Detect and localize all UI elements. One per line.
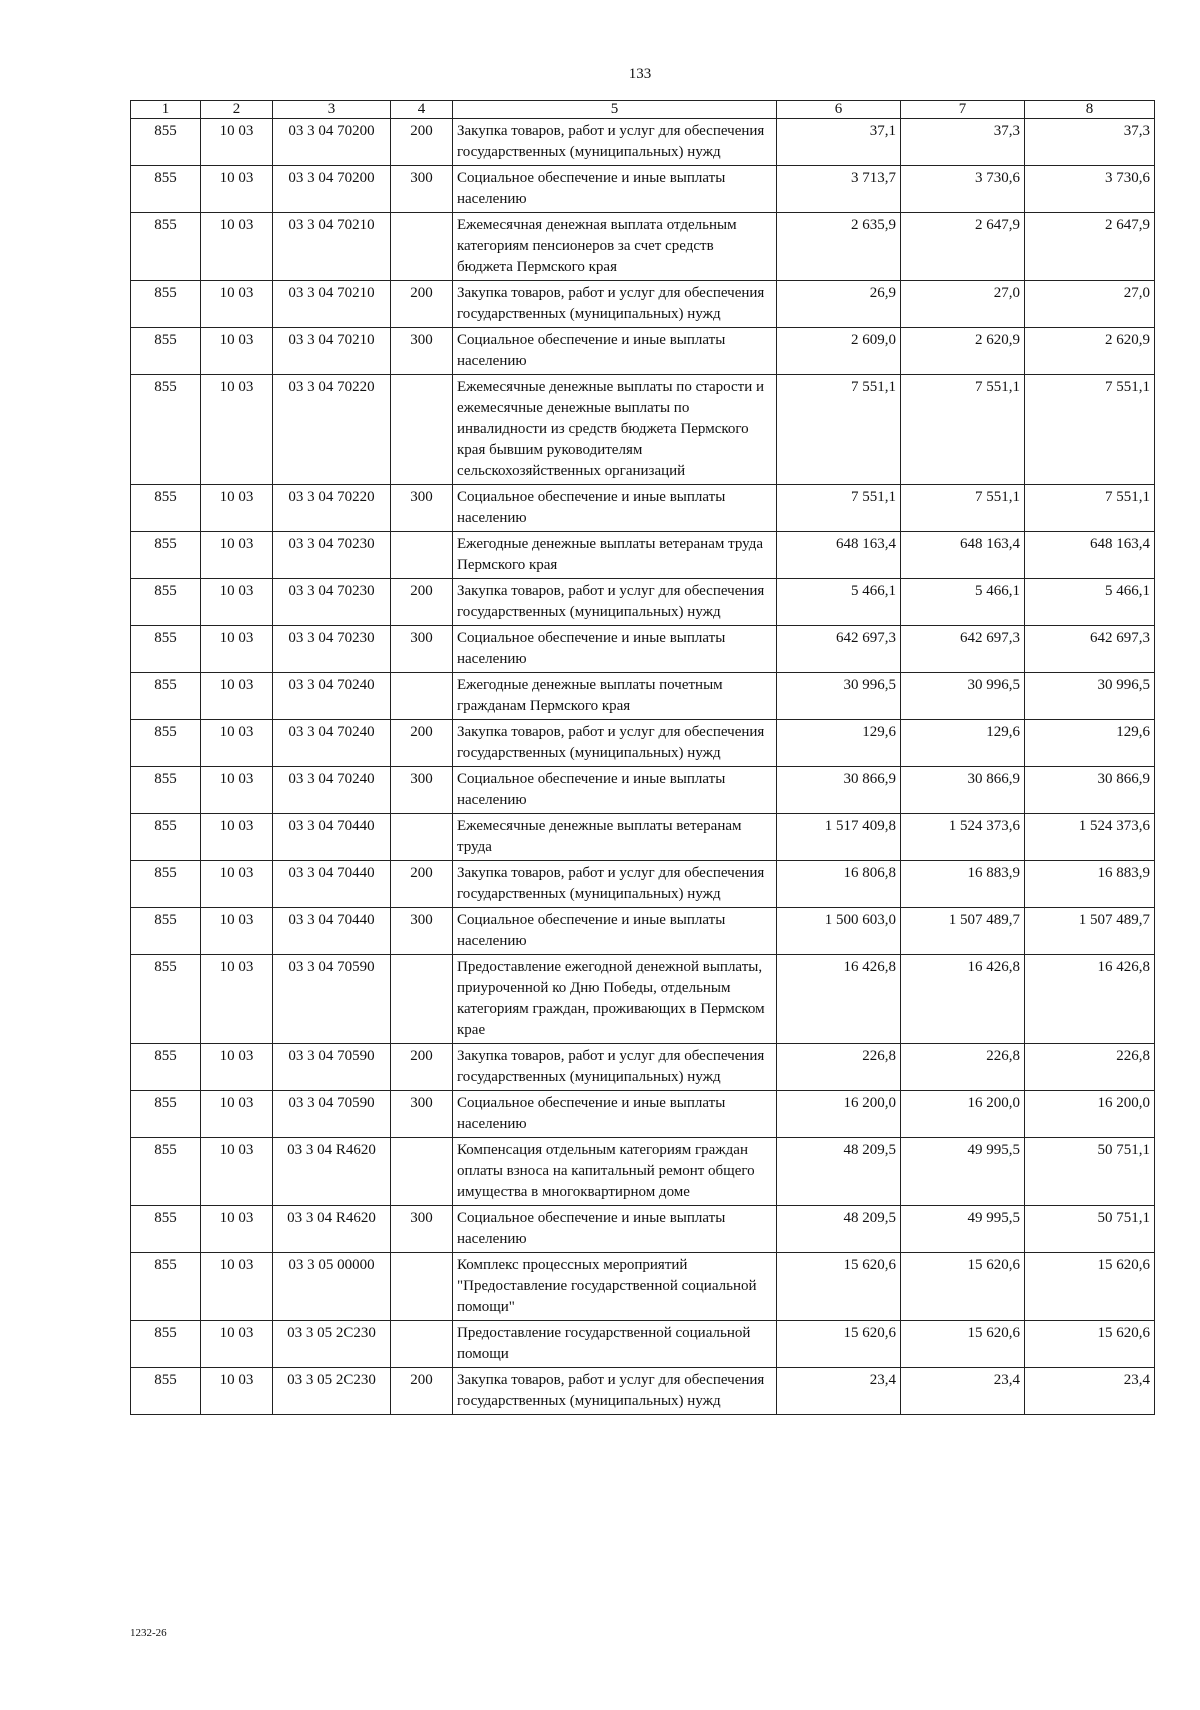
table-row	[131, 1206, 1155, 1253]
cell-ministry-code: 855	[131, 814, 201, 861]
cell-section-code: 10 03	[201, 213, 273, 281]
table-row	[131, 673, 1155, 720]
cell-description: Социальное обеспечение и иные выплаты населению	[453, 626, 777, 673]
cell-amount-year-2: 15 620,6	[901, 1253, 1025, 1321]
table-row	[131, 1091, 1155, 1138]
cell-expense-type: 200	[391, 720, 453, 767]
cell-ministry-code: 855	[131, 1368, 201, 1415]
cell-amount-year-2: 648 163,4	[901, 532, 1025, 579]
cell-section-code: 10 03	[201, 626, 273, 673]
cell-description: Закупка товаров, работ и услуг для обеспечения государственных (муниципальных) нужд	[453, 119, 777, 166]
cell-ministry-code: 855	[131, 955, 201, 1044]
cell-expense-type: 200	[391, 861, 453, 908]
cell-section-code: 10 03	[201, 1368, 273, 1415]
cell-description: Социальное обеспечение и иные выплаты населению	[453, 908, 777, 955]
cell-amount-year-1: 15 620,6	[777, 1321, 901, 1368]
cell-description: Закупка товаров, работ и услуг для обеспечения государственных (муниципальных) нужд	[453, 281, 777, 328]
cell-amount-year-1: 2 635,9	[777, 213, 901, 281]
cell-section-code: 10 03	[201, 328, 273, 375]
cell-amount-year-3: 37,3	[1025, 119, 1155, 166]
cell-amount-year-3: 7 551,1	[1025, 485, 1155, 532]
cell-target-article: 03 3 04 R4620	[273, 1206, 391, 1253]
cell-amount-year-3: 226,8	[1025, 1044, 1155, 1091]
cell-amount-year-1: 1 500 603,0	[777, 908, 901, 955]
cell-expense-type: 300	[391, 1091, 453, 1138]
cell-section-code: 10 03	[201, 579, 273, 626]
cell-section-code: 10 03	[201, 1206, 273, 1253]
table-row	[131, 328, 1155, 375]
cell-target-article: 03 3 04 70230	[273, 532, 391, 579]
column-header: 5	[453, 101, 777, 119]
cell-section-code: 10 03	[201, 119, 273, 166]
cell-amount-year-1: 30 996,5	[777, 673, 901, 720]
cell-ministry-code: 855	[131, 119, 201, 166]
cell-target-article: 03 3 04 70220	[273, 375, 391, 485]
table-row	[131, 579, 1155, 626]
table-row	[131, 1368, 1155, 1415]
cell-section-code: 10 03	[201, 281, 273, 328]
cell-amount-year-3: 30 996,5	[1025, 673, 1155, 720]
cell-ministry-code: 855	[131, 1091, 201, 1138]
table-row	[131, 1321, 1155, 1368]
cell-ministry-code: 855	[131, 673, 201, 720]
cell-amount-year-3: 15 620,6	[1025, 1321, 1155, 1368]
cell-description: Закупка товаров, работ и услуг для обеспечения государственных (муниципальных) нужд	[453, 861, 777, 908]
cell-amount-year-1: 129,6	[777, 720, 901, 767]
cell-amount-year-1: 26,9	[777, 281, 901, 328]
cell-amount-year-3: 129,6	[1025, 720, 1155, 767]
cell-ministry-code: 855	[131, 861, 201, 908]
cell-amount-year-1: 16 806,8	[777, 861, 901, 908]
cell-amount-year-2: 16 883,9	[901, 861, 1025, 908]
cell-amount-year-3: 50 751,1	[1025, 1206, 1155, 1253]
cell-amount-year-2: 3 730,6	[901, 166, 1025, 213]
cell-section-code: 10 03	[201, 375, 273, 485]
cell-target-article: 03 3 04 70440	[273, 861, 391, 908]
cell-amount-year-3: 30 866,9	[1025, 767, 1155, 814]
cell-target-article: 03 3 04 70590	[273, 1091, 391, 1138]
cell-target-article: 03 3 04 R4620	[273, 1138, 391, 1206]
cell-section-code: 10 03	[201, 908, 273, 955]
cell-target-article: 03 3 05 2С230	[273, 1368, 391, 1415]
cell-amount-year-1: 48 209,5	[777, 1206, 901, 1253]
cell-ministry-code: 855	[131, 579, 201, 626]
footer-code: 1232-26	[130, 1627, 167, 1639]
cell-description: Закупка товаров, работ и услуг для обеспечения государственных (муниципальных) нужд	[453, 720, 777, 767]
cell-amount-year-1: 648 163,4	[777, 532, 901, 579]
cell-target-article: 03 3 04 70220	[273, 485, 391, 532]
cell-ministry-code: 855	[131, 720, 201, 767]
cell-amount-year-2: 30 996,5	[901, 673, 1025, 720]
cell-amount-year-3: 50 751,1	[1025, 1138, 1155, 1206]
table-row	[131, 532, 1155, 579]
cell-amount-year-2: 49 995,5	[901, 1206, 1025, 1253]
cell-amount-year-2: 16 200,0	[901, 1091, 1025, 1138]
cell-ministry-code: 855	[131, 1044, 201, 1091]
cell-expense-type	[391, 375, 453, 485]
cell-expense-type	[391, 1138, 453, 1206]
cell-target-article: 03 3 04 70440	[273, 908, 391, 955]
cell-section-code: 10 03	[201, 1091, 273, 1138]
cell-section-code: 10 03	[201, 861, 273, 908]
cell-ministry-code: 855	[131, 1138, 201, 1206]
cell-description: Закупка товаров, работ и услуг для обеспечения государственных (муниципальных) нужд	[453, 1368, 777, 1415]
cell-description: Социальное обеспечение и иные выплаты населению	[453, 1206, 777, 1253]
column-header: 8	[1025, 101, 1155, 119]
cell-expense-type: 300	[391, 626, 453, 673]
cell-description: Ежемесячные денежные выплаты по старости и ежемесячные денежные выплаты по инвалидности из средств бюджета Пермского края бывшим руководителям сельскохозяйственных организаций	[453, 375, 777, 485]
cell-amount-year-3: 1 524 373,6	[1025, 814, 1155, 861]
cell-ministry-code: 855	[131, 767, 201, 814]
cell-section-code: 10 03	[201, 1138, 273, 1206]
cell-target-article: 03 3 04 70210	[273, 281, 391, 328]
cell-amount-year-1: 7 551,1	[777, 375, 901, 485]
cell-target-article: 03 3 04 70200	[273, 119, 391, 166]
cell-amount-year-1: 3 713,7	[777, 166, 901, 213]
cell-target-article: 03 3 04 70210	[273, 213, 391, 281]
table-row	[131, 1138, 1155, 1206]
cell-amount-year-3: 16 426,8	[1025, 955, 1155, 1044]
cell-amount-year-2: 7 551,1	[901, 485, 1025, 532]
table-row	[131, 626, 1155, 673]
cell-expense-type	[391, 213, 453, 281]
cell-ministry-code: 855	[131, 626, 201, 673]
cell-description: Предоставление ежегодной денежной выплаты, приуроченной ко Дню Победы, отдельным категориям граждан, проживающих в Пермском крае	[453, 955, 777, 1044]
cell-section-code: 10 03	[201, 485, 273, 532]
cell-amount-year-1: 48 209,5	[777, 1138, 901, 1206]
cell-description: Ежегодные денежные выплаты почетным гражданам Пермского края	[453, 673, 777, 720]
cell-ministry-code: 855	[131, 485, 201, 532]
cell-description: Закупка товаров, работ и услуг для обеспечения государственных (муниципальных) нужд	[453, 579, 777, 626]
table-row	[131, 861, 1155, 908]
cell-section-code: 10 03	[201, 720, 273, 767]
cell-amount-year-2: 129,6	[901, 720, 1025, 767]
cell-amount-year-2: 642 697,3	[901, 626, 1025, 673]
cell-target-article: 03 3 04 70230	[273, 579, 391, 626]
cell-amount-year-3: 5 466,1	[1025, 579, 1155, 626]
cell-amount-year-1: 226,8	[777, 1044, 901, 1091]
cell-target-article: 03 3 04 70590	[273, 955, 391, 1044]
cell-expense-type: 300	[391, 166, 453, 213]
cell-amount-year-1: 37,1	[777, 119, 901, 166]
cell-amount-year-2: 15 620,6	[901, 1321, 1025, 1368]
cell-description: Социальное обеспечение и иные выплаты населению	[453, 485, 777, 532]
cell-expense-type	[391, 1321, 453, 1368]
cell-amount-year-3: 2 620,9	[1025, 328, 1155, 375]
cell-expense-type: 300	[391, 328, 453, 375]
table-row	[131, 955, 1155, 1044]
cell-amount-year-3: 648 163,4	[1025, 532, 1155, 579]
cell-amount-year-2: 2 620,9	[901, 328, 1025, 375]
cell-expense-type: 200	[391, 579, 453, 626]
cell-target-article: 03 3 05 00000	[273, 1253, 391, 1321]
cell-target-article: 03 3 04 70240	[273, 720, 391, 767]
page-number: 133	[628, 66, 652, 82]
cell-amount-year-1: 1 517 409,8	[777, 814, 901, 861]
cell-target-article: 03 3 04 70240	[273, 767, 391, 814]
cell-ministry-code: 855	[131, 375, 201, 485]
cell-expense-type	[391, 814, 453, 861]
table-row	[131, 720, 1155, 767]
cell-amount-year-3: 3 730,6	[1025, 166, 1155, 213]
cell-ministry-code: 855	[131, 166, 201, 213]
cell-description: Ежегодные денежные выплаты ветеранам труда Пермского края	[453, 532, 777, 579]
column-header: 2	[201, 101, 273, 119]
cell-description: Ежемесячная денежная выплата отдельным категориям пенсионеров за счет средств бюджета Пермского края	[453, 213, 777, 281]
cell-ministry-code: 855	[131, 328, 201, 375]
cell-section-code: 10 03	[201, 673, 273, 720]
cell-amount-year-3: 1 507 489,7	[1025, 908, 1155, 955]
cell-target-article: 03 3 04 70240	[273, 673, 391, 720]
cell-amount-year-1: 2 609,0	[777, 328, 901, 375]
table-row	[131, 1044, 1155, 1091]
cell-amount-year-1: 642 697,3	[777, 626, 901, 673]
cell-amount-year-3: 27,0	[1025, 281, 1155, 328]
cell-ministry-code: 855	[131, 213, 201, 281]
cell-ministry-code: 855	[131, 1321, 201, 1368]
budget-table	[130, 100, 1155, 1415]
table-body	[131, 119, 1155, 1415]
cell-target-article: 03 3 04 70200	[273, 166, 391, 213]
cell-amount-year-2: 1 507 489,7	[901, 908, 1025, 955]
column-header: 4	[391, 101, 453, 119]
cell-expense-type	[391, 955, 453, 1044]
table-row	[131, 908, 1155, 955]
table-row	[131, 119, 1155, 166]
cell-amount-year-2: 49 995,5	[901, 1138, 1025, 1206]
cell-section-code: 10 03	[201, 532, 273, 579]
cell-section-code: 10 03	[201, 166, 273, 213]
cell-target-article: 03 3 04 70210	[273, 328, 391, 375]
cell-section-code: 10 03	[201, 1321, 273, 1368]
cell-description: Социальное обеспечение и иные выплаты населению	[453, 166, 777, 213]
cell-target-article: 03 3 04 70440	[273, 814, 391, 861]
cell-ministry-code: 855	[131, 1253, 201, 1321]
cell-description: Комплекс процессных мероприятий "Предоставление государственной социальной помощи"	[453, 1253, 777, 1321]
cell-expense-type	[391, 532, 453, 579]
cell-amount-year-3: 642 697,3	[1025, 626, 1155, 673]
cell-section-code: 10 03	[201, 814, 273, 861]
table-row	[131, 485, 1155, 532]
header-row	[131, 101, 1155, 119]
cell-amount-year-2: 16 426,8	[901, 955, 1025, 1044]
cell-target-article: 03 3 05 2С230	[273, 1321, 391, 1368]
cell-description: Социальное обеспечение и иные выплаты населению	[453, 1091, 777, 1138]
cell-description: Ежемесячные денежные выплаты ветеранам труда	[453, 814, 777, 861]
cell-expense-type: 300	[391, 1206, 453, 1253]
cell-amount-year-1: 16 200,0	[777, 1091, 901, 1138]
cell-target-article: 03 3 04 70590	[273, 1044, 391, 1091]
cell-amount-year-2: 30 866,9	[901, 767, 1025, 814]
cell-description: Социальное обеспечение и иные выплаты населению	[453, 328, 777, 375]
cell-ministry-code: 855	[131, 908, 201, 955]
cell-amount-year-1: 16 426,8	[777, 955, 901, 1044]
cell-amount-year-3: 16 883,9	[1025, 861, 1155, 908]
table-row	[131, 1253, 1155, 1321]
cell-amount-year-1: 15 620,6	[777, 1253, 901, 1321]
cell-amount-year-2: 27,0	[901, 281, 1025, 328]
table-row	[131, 166, 1155, 213]
cell-expense-type: 200	[391, 281, 453, 328]
cell-description: Предоставление государственной социальной помощи	[453, 1321, 777, 1368]
column-header: 3	[273, 101, 391, 119]
cell-expense-type: 200	[391, 119, 453, 166]
column-header: 6	[777, 101, 901, 119]
cell-expense-type: 300	[391, 485, 453, 532]
cell-ministry-code: 855	[131, 1206, 201, 1253]
cell-amount-year-3: 7 551,1	[1025, 375, 1155, 485]
cell-amount-year-2: 5 466,1	[901, 579, 1025, 626]
cell-amount-year-2: 7 551,1	[901, 375, 1025, 485]
cell-description: Компенсация отдельным категориям граждан оплаты взноса на капитальный ремонт общего имущества в многоквартирном доме	[453, 1138, 777, 1206]
cell-amount-year-3: 2 647,9	[1025, 213, 1155, 281]
cell-expense-type: 200	[391, 1044, 453, 1091]
cell-amount-year-3: 23,4	[1025, 1368, 1155, 1415]
cell-expense-type	[391, 1253, 453, 1321]
cell-amount-year-2: 37,3	[901, 119, 1025, 166]
table-row	[131, 814, 1155, 861]
cell-amount-year-1: 5 466,1	[777, 579, 901, 626]
table-row	[131, 375, 1155, 485]
cell-amount-year-2: 2 647,9	[901, 213, 1025, 281]
cell-ministry-code: 855	[131, 532, 201, 579]
cell-amount-year-2: 1 524 373,6	[901, 814, 1025, 861]
cell-section-code: 10 03	[201, 767, 273, 814]
cell-amount-year-3: 16 200,0	[1025, 1091, 1155, 1138]
cell-expense-type: 200	[391, 1368, 453, 1415]
cell-description: Закупка товаров, работ и услуг для обеспечения государственных (муниципальных) нужд	[453, 1044, 777, 1091]
cell-section-code: 10 03	[201, 955, 273, 1044]
cell-section-code: 10 03	[201, 1044, 273, 1091]
cell-section-code: 10 03	[201, 1253, 273, 1321]
table-row	[131, 767, 1155, 814]
cell-expense-type: 300	[391, 767, 453, 814]
column-header: 1	[131, 101, 201, 119]
column-header: 7	[901, 101, 1025, 119]
cell-ministry-code: 855	[131, 281, 201, 328]
cell-amount-year-1: 7 551,1	[777, 485, 901, 532]
table-row	[131, 213, 1155, 281]
cell-amount-year-2: 23,4	[901, 1368, 1025, 1415]
cell-amount-year-3: 15 620,6	[1025, 1253, 1155, 1321]
cell-amount-year-1: 30 866,9	[777, 767, 901, 814]
cell-amount-year-2: 226,8	[901, 1044, 1025, 1091]
cell-description: Социальное обеспечение и иные выплаты населению	[453, 767, 777, 814]
cell-expense-type: 300	[391, 908, 453, 955]
table-row	[131, 281, 1155, 328]
cell-expense-type	[391, 673, 453, 720]
cell-target-article: 03 3 04 70230	[273, 626, 391, 673]
cell-amount-year-1: 23,4	[777, 1368, 901, 1415]
